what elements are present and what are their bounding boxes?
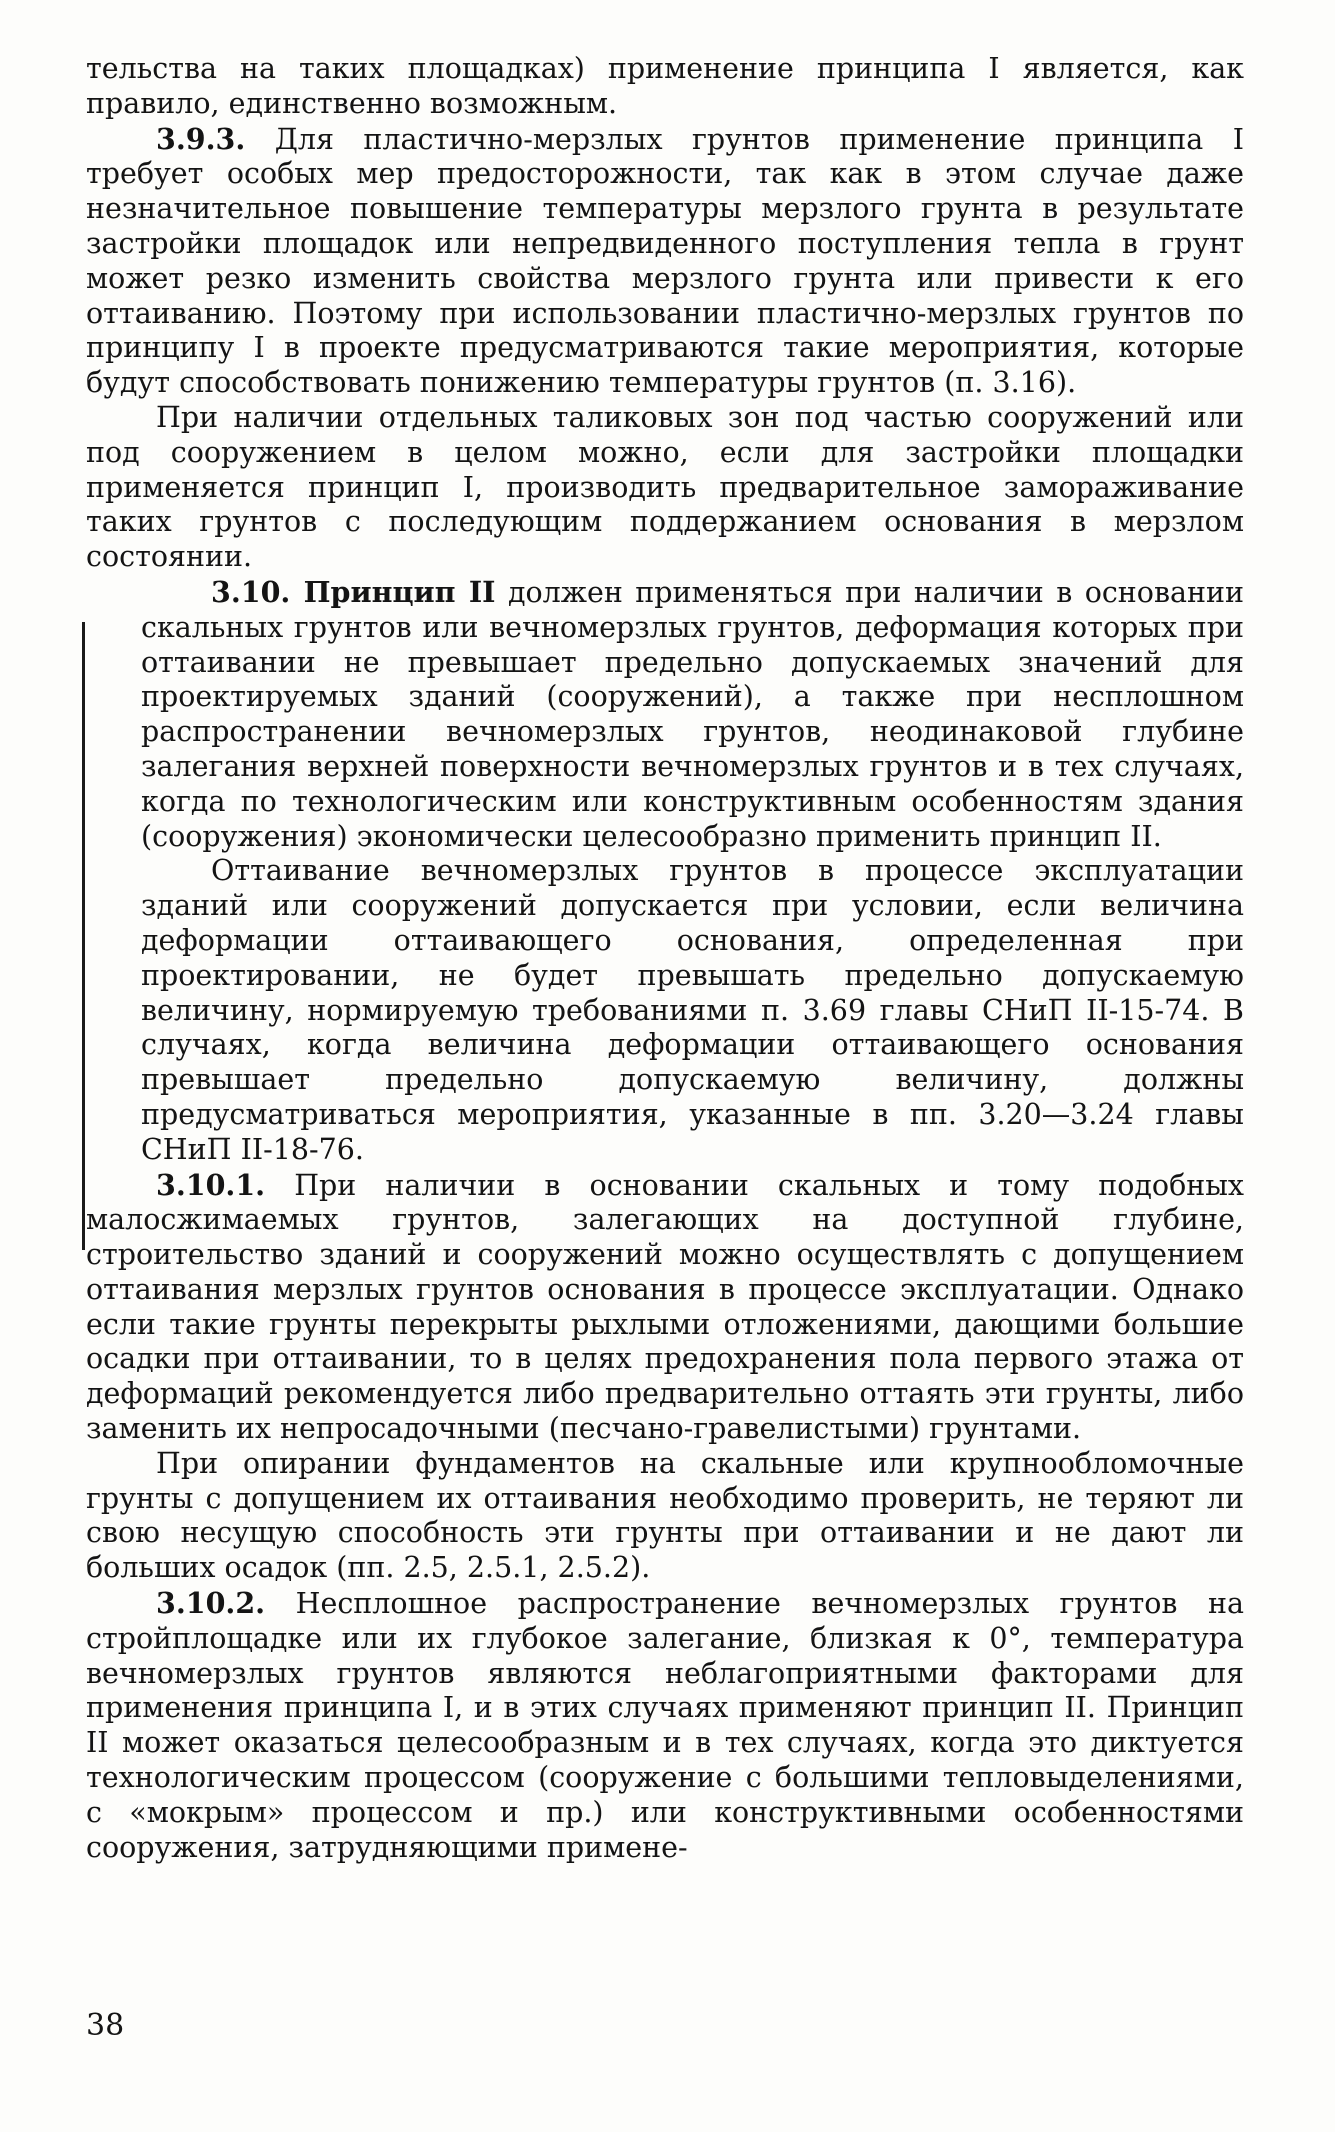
paragraph-3-10 [141,575,1244,854]
body-text [86,52,1244,1865]
paragraph-3-10-1 [86,1168,1244,1447]
paragraph-taliks [86,401,1244,575]
paragraph-text: При опирании фундаментов на скальные или крупнообломочные грунты с допущением их оттаивания необходимо проверить, не теряют ли свою несущую способность эти грунты при оттаивании и не дают ли больших осадок (пп. 2.5, 2.5.1, 2.5.2). [86,1446,1244,1585]
clause-number: 3.10.2. [156,1586,266,1621]
clause-number: 3.10. Принцип II [211,574,496,609]
paragraph-text: При наличии отдельных таликовых зон под частью сооружений или под сооружением в целом можно, если для застройки площадки применяется принцип I, производить предварительное замораживание таких грунтов с последующим поддержанием основания в мерзлом состоянии. [86,400,1244,574]
paragraph-text: При наличии в основании скальных и тому подобных малосжимаемых грунтов, залегающих на доступной глубине, строительство зданий и сооружений можно осуществлять с допущением оттаивания мерзлых грунтов основания в процессе эксплуатации. Однако если такие грунты перекрыты рыхлыми отложениями, дающими большие осадки при оттаивании, то в целях предохранения пола первого этажа от деформаций рекомендуется либо предварительно оттаять эти грунты, либо заменить их непросадочными (песчано-гравелистыми) грунтами. [86,1168,1244,1446]
paragraph-3-10-2 [86,1586,1244,1865]
paragraph-continuation [86,52,1244,122]
paragraph-text: Несплошное распространение вечномерзлых грунтов на стройплощадке или их глубокое залегание, близкая к 0°, температура вечномерзлых грунтов являются неблагоприятными факторами для применения принципа I, и в этих случаях применяют принцип II. Принцип II может оказаться целесообразным и в тех случаях, когда это диктуется технологическим процессом (сооружение с большими тепловыделениями, с «мокрым» процессом и пр.) или конструктивными особенностями сооружения, затрудняющими примене- [86,1587,1244,1864]
paragraph-text: должен применяться при наличии в основании скальных грунтов или вечномерзлых грунтов, деформация которых при оттаивании не превышает предельно допускаемых значений для проектируемых зданий (сооружений), а также при несплошном распространении вечномерзлых грунтов, неодинаковой глубине залегания верхней поверхности вечномерзлых грунтов и в тех случаях, когда по технологическим или конструктивным особенностям здания (сооружения) экономически целесообразно применить принцип II. [141,575,1244,853]
revision-margin-bar [82,622,85,1250]
clause-number: 3.10.1. [156,1167,266,1202]
clause-number: 3.9.3. [156,121,246,156]
paragraph-text: Оттаивание вечномерзлых грунтов в процессе эксплуатации зданий или сооружений допускается при условии, если величина деформации оттаивающего основания, определенная при проектировании, не будет превышать предельно допускаемую величину, нормируемую требованиями п. 3.69 главы СНиП II-15-74. В случаях, когда величина деформации оттаивающего основания превышает предельно допускаемую величину, должны предусматриваться мероприятия, указанные в пп. 3.20—3.24 главы СНиП II-18-76. [141,854,1244,1166]
paragraph-text: Для пластично-мерзлых грунтов применение принципа I требует особых мер предосторожности, так как в этом случае даже незначительное повышение температуры мерзлого грунта в результате застройки площадок или непредвиденного поступления тепла в грунт может резко изменить свойства мерзлого грунта или привести к его оттаиванию. Поэтому при использовании пластично-мерзлых грунтов по принципу I в проекте предусматриваются такие мероприятия, которые будут способствовать понижению температуры грунтов (п. 3.16). [86,122,1244,400]
paragraph-foundations [86,1447,1244,1586]
paragraph-3-9-3 [86,122,1244,401]
paragraph-thawing [141,854,1244,1167]
page-number: 38 [86,2008,125,2043]
paragraph-text: тельства на таких площадках) применение принципа I является, как правило, единственно возможным. [86,52,1244,120]
